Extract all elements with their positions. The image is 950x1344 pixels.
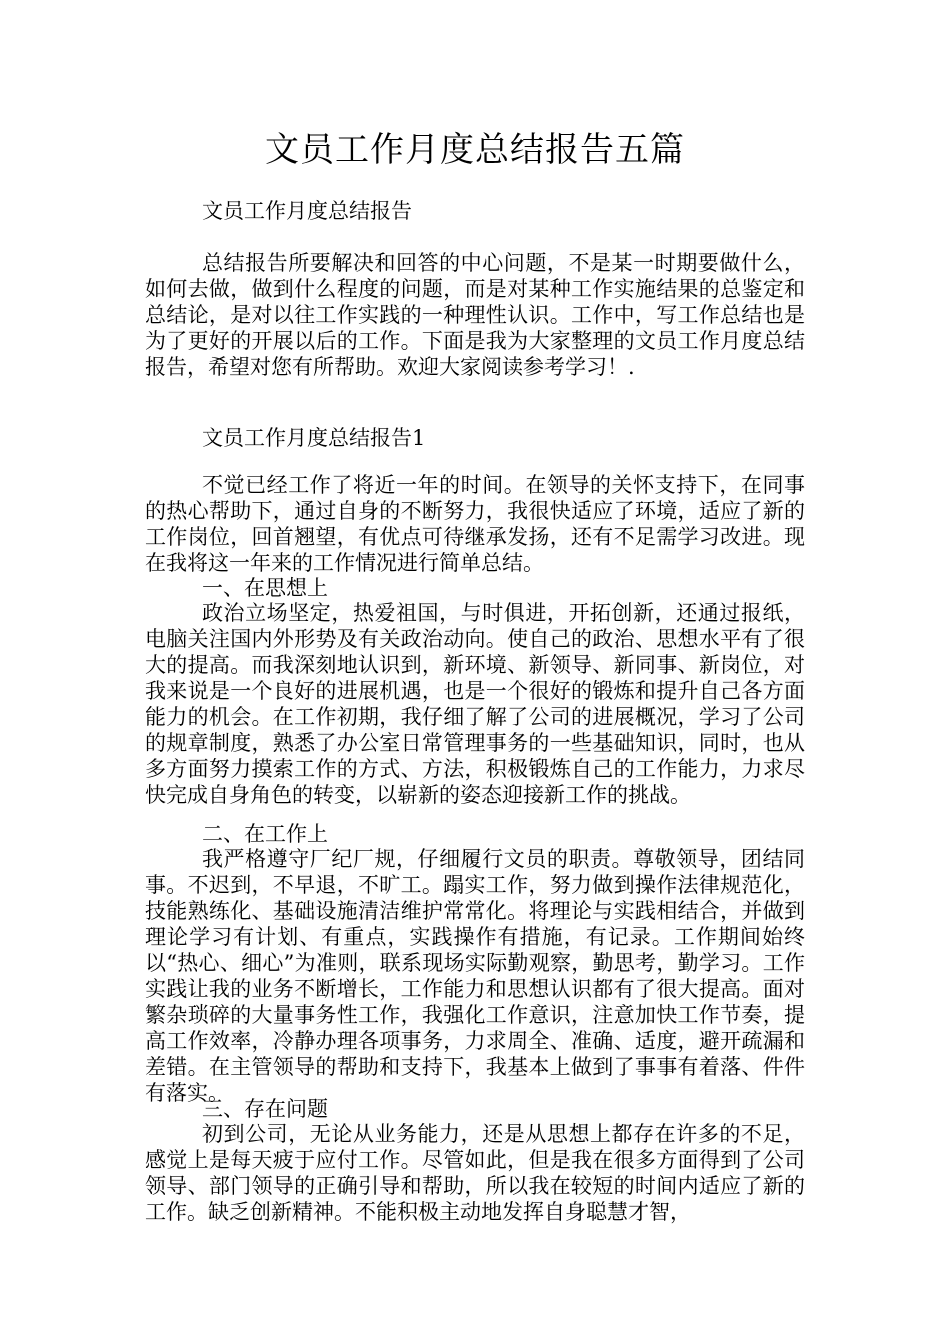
section1-heading: 一、在思想上 — [202, 576, 328, 600]
section3-paragraph: 初到公司，无论从业务能力，还是从思想上都存在许多的不足，感觉上是每天疲于应付工作。尽管如此，但是我在很多方面得到了公司领导、部门领导的正确引导和帮助，所以我在较短的时间内适应了新的工作。缺乏创新精神。不能积极主动地发挥自身聪慧才智， — [145, 1122, 805, 1224]
section2-heading: 二、在工作上 — [202, 822, 328, 846]
document-title: 文员工作月度总结报告五篇 — [265, 130, 685, 170]
report1-opening-paragraph: 不觉已经工作了将近一年的时间。在领导的关怀支持下，在同事的热心帮助下，通过自身的不断努力，我很快适应了环境，适应了新的工作岗位，回首翘望，有优点可待继承发扬，还有不足需学习改进。现在我将这一年来的工作情况进行简单总结。 — [145, 473, 805, 575]
document-subtitle: 文员工作月度总结报告 — [202, 199, 412, 223]
report1-heading: 文员工作月度总结报告1 — [202, 426, 426, 450]
section2-paragraph: 我严格遵守厂纪厂规，仔细履行文员的职责。尊敬领导，团结同事。不迟到，不早退，不旷工。蹋实工作，努力做到操作法律规范化，技能熟练化、基础设施清洁维护常常化。将理论与实践相结合，并做到理论学习有计划、有重点，实践操作有措施，有记录。工作期间始终以“热心、细心”为准则，联系现场实际勤观察，勤思考，勤学习。工作实践让我的业务不断增长，工作能力和思想认识都有了很大提高。面对繁杂琐碎的大量事务性工作，我强化工作意识，注意加快工作节奏，提高工作效率，冷静办理各项事务，力求周全、准确、适度，避开疏漏和差错。在主管领导的帮助和支持下，我基本上做到了事事有着落、件件有落实。 — [145, 847, 805, 1105]
section3-heading: 三、存在问题 — [202, 1097, 328, 1121]
section1-paragraph: 政治立场坚定，热爱祖国，与时俱进，开拓创新，还通过报纸，电脑关注国内外形势及有关政治动向。使自己的政治、思想水平有了很大的提高。而我深刻地认识到，新环境、新领导、新同事、新岗位，对我来说是一个良好的进展机遇，也是一个很好的锻炼和提升自己各方面能力的机会。在工作初期，我仔细了解了公司的进展概况，学习了公司的规章制度，熟悉了办公室日常管理事务的一些基础知识，同时，也从多方面努力摸索工作的方式、方法，积极锻炼自己的工作能力，力求尽快完成自身角色的转变，以崭新的姿态迎接新工作的挑战。 — [145, 601, 805, 807]
intro-paragraph: 总结报告所要解决和回答的中心问题，不是某一时期要做什么，如何去做，做到什么程度的问题，而是对某种工作实施结果的总鉴定和总结论，是对以往工作实践的一种理性认识。工作中，写工作总结也是为了更好的开展以后的工作。下面是我为大家整理的文员工作月度总结报告，希望对您有所帮助。欢迎大家阅读参考学习！. — [145, 251, 805, 379]
